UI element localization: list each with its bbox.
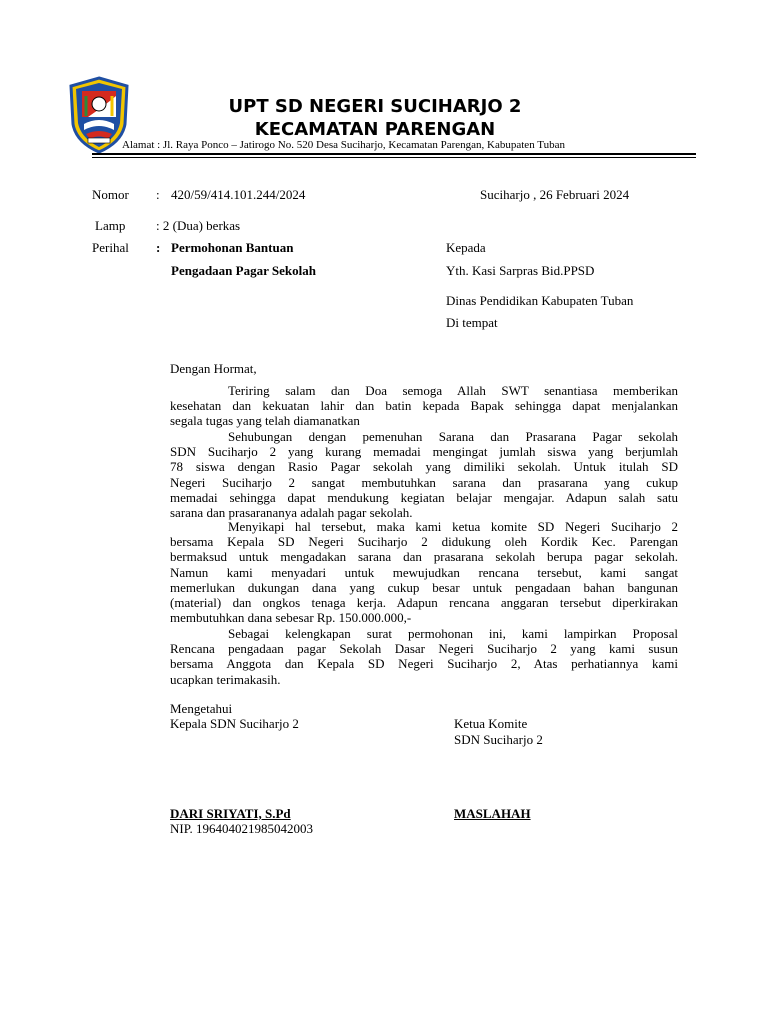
- text-line: bermaksud untuk mengadakan sarana dan prasarana sekolah berupa pagar sekolah.: [170, 549, 678, 565]
- text-line: Namun kami menyadari untuk mewujudkan rencana tersebut, kami sangat: [170, 564, 678, 580]
- perihal-line-2: Pengadaan Pagar Sekolah: [171, 263, 316, 278]
- perihal-colon: :: [156, 240, 161, 255]
- text-line: 78 siswa dengan Rasio Pagar sekolah yang dimiliki sekolah. Untuk itulah SD: [170, 459, 678, 475]
- east-java-emblem-icon: [68, 76, 130, 154]
- right-signer-title-1: Ketua Komite: [454, 716, 528, 731]
- text-line: Teriring salam dan Doa semoga Allah SWT senantiasa memberikan: [228, 383, 678, 398]
- paragraph-4: [170, 626, 678, 687]
- perihal-label: Perihal: [92, 240, 129, 255]
- recipient-line-2: Dinas Pendidikan Kabupaten Tuban: [446, 293, 634, 308]
- text-line: bersama Anggota dan Kepala SD Negeri Suciharjo 2, Atas perhatiannya kami: [170, 656, 678, 672]
- mengetahui: Mengetahui: [170, 701, 233, 716]
- lamp-label: Lamp: [95, 218, 126, 233]
- nomor-colon: :: [156, 187, 160, 202]
- perihal-line-1: Permohonan Bantuan: [171, 240, 294, 255]
- left-signer-title: Kepala SDN Suciharjo 2: [170, 716, 299, 731]
- right-signer-title-2: SDN Suciharjo 2: [454, 732, 543, 747]
- nomor-label: Nomor: [92, 187, 129, 202]
- recipient-line-1: Yth. Kasi Sarpras Bid.PPSD: [446, 263, 595, 278]
- text-line: sarana dan prasarananya adalah pagar sekolah.: [170, 505, 413, 521]
- district-name: KECAMATAN PARENGAN: [254, 119, 496, 140]
- right-signer-name: MASLAHAH: [454, 806, 531, 821]
- nomor-value: 420/59/414.101.244/2024: [171, 187, 306, 202]
- text-line: bersama Kepala SD Negeri Suciharjo 2 didukung oleh Kordik Kec. Parengan: [170, 534, 678, 550]
- text-line: (material) dan ongkos tenaga kerja. Adapun rencana anggaran tersebut diperkirakan: [170, 595, 678, 611]
- school-name: UPT SD NEGERI SUCIHARJO 2: [228, 96, 522, 117]
- text-line: memadai sehingga dapat mendukung kegiatan belajar mengajar. Adapun salah satu: [170, 489, 678, 505]
- text-line: Menyikapi hal tersebut, maka kami ketua komite SD Negeri Suciharjo 2: [228, 519, 678, 534]
- paragraph-3: [170, 519, 678, 625]
- text-line: SDN Suciharjo 2 yang kurang memadai mengingat jumlah siswa yang berjumlah: [170, 444, 678, 460]
- recipient-line-3: Di tempat: [446, 315, 498, 330]
- text-line: kesehatan dan kekuatan lahir dan batin kepada Bapak sehingga dapat menjalankan: [170, 398, 678, 414]
- recipient-kepada: Kepada: [446, 240, 486, 255]
- header-rule-thin: [92, 157, 696, 158]
- school-address: Alamat : Jl. Raya Ponco – Jatirogo No. 520 Desa Suciharjo, Kecamatan Parengan, Kabupaten Tuban: [122, 139, 565, 151]
- lamp-value: : 2 (Dua) berkas: [156, 218, 241, 233]
- text-line: Sehubungan dengan pemenuhan Sarana dan Prasarana Pagar sekolah: [228, 429, 678, 444]
- text-line: ucapkan terimakasih.: [170, 671, 281, 687]
- text-line: membutuhkan dana sebesar Rp. 150.000.000,-: [170, 610, 412, 626]
- text-line: Rencana pengadaan pagar Sekolah Dasar Negeri Suciharjo 2 yang kami susun: [170, 641, 678, 657]
- salutation: Dengan Hormat,: [170, 361, 257, 376]
- text-line: Negeri Suciharjo 2 sangat membutuhkan sarana dan prasarana yang cukup: [170, 474, 678, 490]
- letter-date: Suciharjo , 26 Februari 2024: [480, 187, 630, 202]
- text-line: memerlukan dukungan dana yang cukup besar untuk pengadaan bahan bangunan: [170, 579, 678, 595]
- text-line: segala tugas yang telah diamanatkan: [170, 413, 360, 429]
- left-signer-name: DARI SRIYATI, S.Pd: [170, 806, 291, 821]
- left-signer-nip: NIP. 196404021985042003: [170, 821, 314, 836]
- paragraph-1: [170, 383, 678, 429]
- header-rule-thick: [92, 153, 696, 155]
- paragraph-2: [170, 429, 678, 520]
- text-line: Sebagai kelengkapan surat permohonan ini, kami lampirkan Proposal: [228, 626, 678, 641]
